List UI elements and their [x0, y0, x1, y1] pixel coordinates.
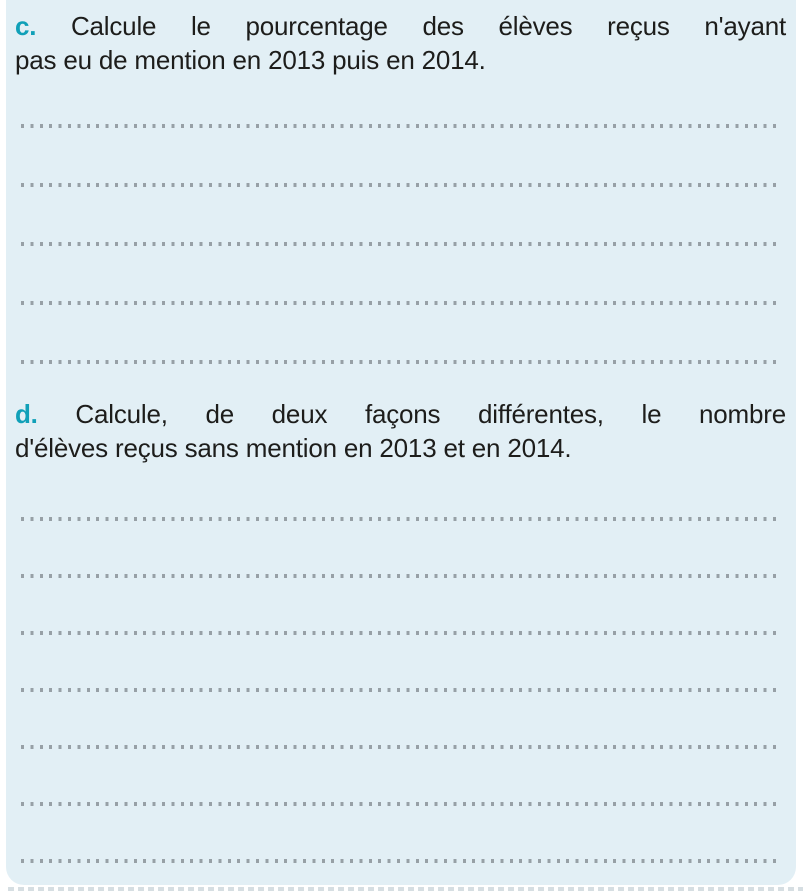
dotted-answer-line: [21, 688, 779, 692]
dotted-answer-line: [21, 242, 779, 246]
dotted-answer-line: [21, 574, 779, 578]
dotted-answer-line: [21, 183, 779, 187]
question-d-text-line-2: d'élèves reçus sans mention en 2013 et en 2014.: [15, 433, 572, 463]
dotted-answer-line: [21, 631, 779, 635]
question-c-text-line-2: pas eu de mention en 2013 puis en 2014.: [15, 45, 486, 75]
question-c-line-1: [15, 9, 786, 43]
dotted-answer-line: [21, 802, 779, 806]
dotted-answer-line: [21, 517, 779, 521]
answer-area-c: [6, 124, 796, 364]
question-c-text-line-1: Calcule le pourcentage des élèves reçus n'ayant: [70, 11, 786, 41]
dotted-answer-line: [21, 859, 779, 863]
dotted-answer-line: [21, 124, 779, 128]
question-d-line-1: [15, 397, 786, 431]
question-d-text-line-1: Calcule, de deux façons différentes, le nombre: [75, 399, 786, 429]
dotted-answer-line: [21, 301, 779, 305]
question-d-label: d.: [15, 399, 38, 429]
next-section-edge: [8, 887, 803, 891]
dotted-answer-line: [21, 745, 779, 749]
exercise-panel: [6, 0, 796, 885]
answer-area-d: [6, 517, 796, 863]
dotted-answer-line: [21, 360, 779, 364]
question-c-label: c.: [15, 11, 37, 41]
